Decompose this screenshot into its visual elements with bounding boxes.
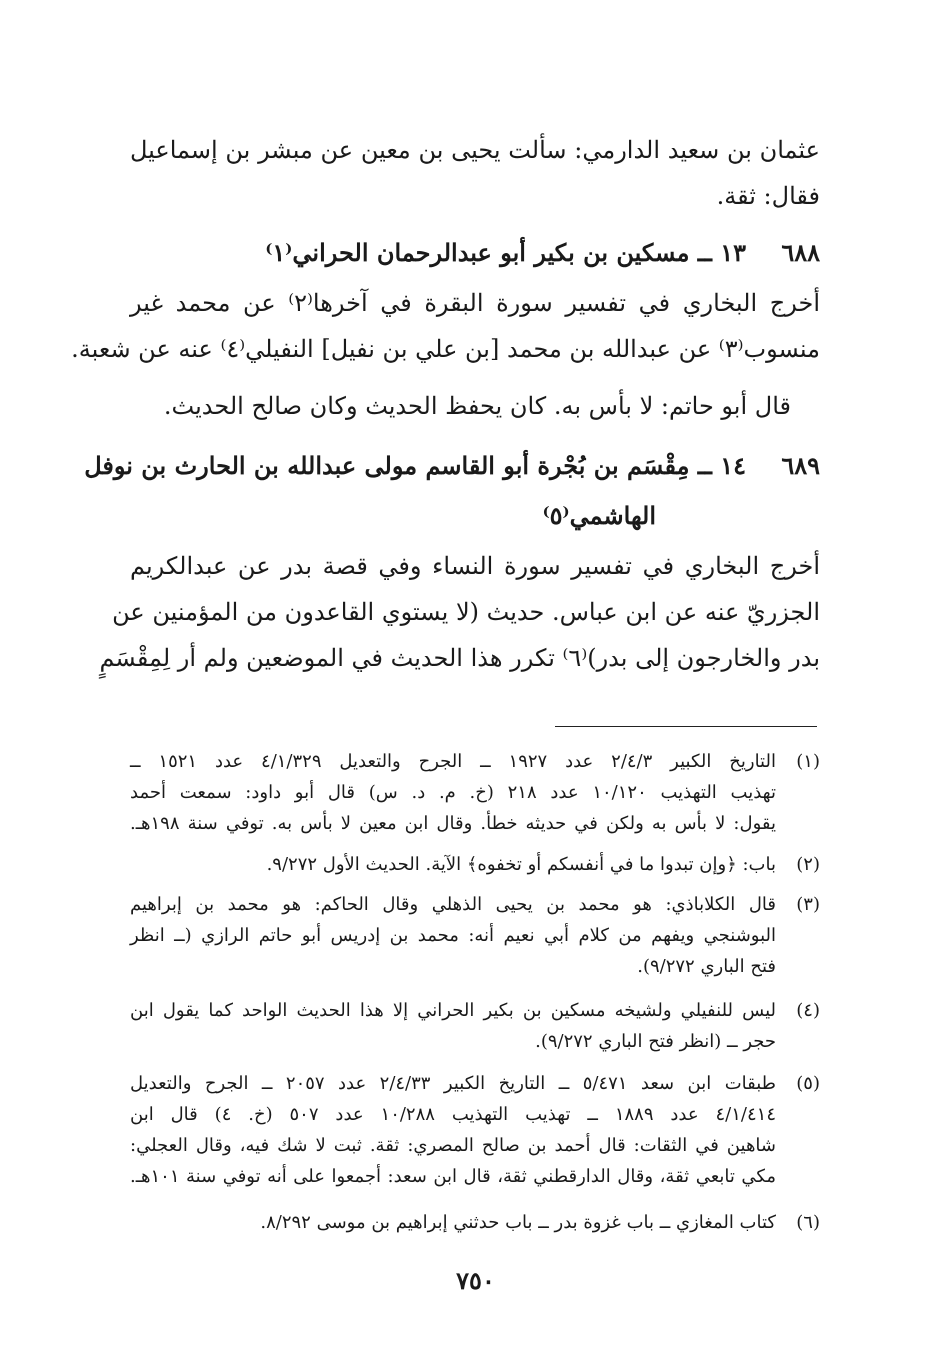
entry-688-line-1: أخرج البخاري في تفسير سورة البقرة في آخرها⁽٢⁾ عن محمد غير: [130, 289, 820, 317]
entry-689-heading-cont: الهاشمي⁽٥⁾: [542, 501, 656, 530]
footnote-4-line-2: حجر ــ (انظر فتح الباري ٩/٢٧٢).: [535, 1031, 776, 1052]
footnote-2-marker: (٢): [796, 854, 820, 875]
page-number: ٧٥٠: [456, 1266, 495, 1295]
footnote-5-line-1: طبقات ابن سعد ٥/٤٧١ ــ التاريخ الكبير ٢/٤/٣٣ عدد ٢٠٥٧ ــ الجرح والتعديل: [130, 1073, 776, 1094]
footnote-1-line-2: تهذيب التهذيب ١٠/١٢٠ عدد ٢١٨ (خ. م. د. س) قال أبو داود: سمعت أحمد: [130, 782, 776, 803]
footnote-5-line-4: مكي تابعي ثقة، وقال الدارقطني ثقة، قال ابن سعد: أجمعوا على أنه توفي سنة ١٠١هـ.: [130, 1166, 776, 1187]
footnote-3-line-2: البوشنجي ويفهم من كلام أبي نعيم أنه: محمد بن إدريس أبو حاتم الرازي (ــ انظر: [130, 925, 776, 946]
footnote-1: [130, 746, 820, 839]
footnote-5-line-2: ٤/١/٤١٤ عدد ١٨٨٩ ــ تهذيب التهذيب ١٠/٢٨٨ عدد ٥٠٧ (خ. ٤) قال ابن: [130, 1104, 776, 1125]
entry-688-verdict: قال أبو حاتم: لا بأس به. كان يحفظ الحديث وكان صالح الحديث.: [163, 392, 791, 420]
footnote-6-marker: (٦): [796, 1212, 820, 1233]
footnote-5-line-3: شاهين في الثقات: قال أحمد بن صالح المصري: ثقة. ثبت لا شك فيه، وقال العجلي:: [130, 1135, 776, 1156]
footnote-1-line-3: يقول: لا بأس به ولكن في حديثه خطأ. وقال ابن معين لا بأس به. توفي سنة ١٩٨هـ.: [130, 813, 776, 834]
entry-689-line-2: الجزريّ عنه عن ابن عباس. حديث (لا يستوي القاعدون من المؤمنين عن: [112, 598, 820, 626]
opening-line-1: عثمان بن سعيد الدارمي: سألت يحيى بن معين عن مبشر بن إسماعيل: [130, 136, 820, 164]
footnote-3-line-3: فتح الباري ٩/٢٧٢).: [637, 956, 776, 977]
entry-689-heading: ١٤ ــ مِقْسَم بن بُجْرة أبو القاسم مولى عبدالله بن الحارث بن نوفل: [84, 451, 746, 480]
footnote-5-marker: (٥): [796, 1073, 820, 1094]
footnote-divider: [555, 726, 817, 727]
entry-688-line-2: منسوب⁽٣⁾ عن عبدالله بن محمد [بن علي بن نفيل] النفيلي⁽٤⁾ عنه عن شعبة.: [71, 335, 820, 363]
footnote-1-line-1: التاريخ الكبير ٢/٤/٣ عدد ١٩٢٧ ــ الجرح والتعديل ٤/١/٣٢٩ عدد ١٥٢١ ــ: [130, 751, 776, 772]
entry-688-heading: ١٣ ــ مسكين بن بكير أبو عبدالرحمان الحراني⁽١⁾: [265, 238, 746, 267]
footnote-4-line-1: ليس للنفيلي ولشيخه مسكين بن بكير الحراني إلا هذا الحديث الواحد كما يقول ابن: [130, 1000, 776, 1021]
footnote-6: [130, 1207, 820, 1238]
footnote-4: [130, 995, 820, 1057]
footnote-2-line-1: باب: ﴿وإن تبدوا ما في أنفسكم أو تخفوه﴾ الآية. الحديث الأول ٩/٢٧٢.: [266, 854, 776, 875]
footnote-1-marker: (١): [796, 751, 820, 772]
entry-689-line-3: بدر والخارجون إلى بدر)⁽٦⁾ تكرر هذا الحديث في الموضعين ولم أر لِمِقْسَمٍ: [99, 644, 820, 672]
footnote-3: [130, 889, 820, 982]
footnote-6-line-1: كتاب المغازي ــ باب غزوة بدر ــ باب حدثني إبراهيم بن موسى ٨/٢٩٢.: [260, 1212, 776, 1233]
entry-689-number: ٦٨٩: [781, 451, 820, 480]
footnote-3-line-1: قال الكلاباذي: هو محمد بن يحيى الذهلي وقال الحاكم: هو محمد بن إبراهيم: [130, 894, 776, 915]
opening-line-2: فقال: ثقة.: [716, 182, 820, 210]
footnote-5: [130, 1068, 820, 1192]
entry-688-number: ٦٨٨: [781, 238, 820, 267]
footnote-4-marker: (٤): [796, 1000, 820, 1021]
footnote-3-marker: (٣): [796, 894, 820, 915]
footnote-2: [130, 849, 820, 880]
entry-689-line-1: أخرج البخاري في تفسير سورة النساء وفي قصة بدر عن عبدالكريم: [130, 552, 820, 580]
